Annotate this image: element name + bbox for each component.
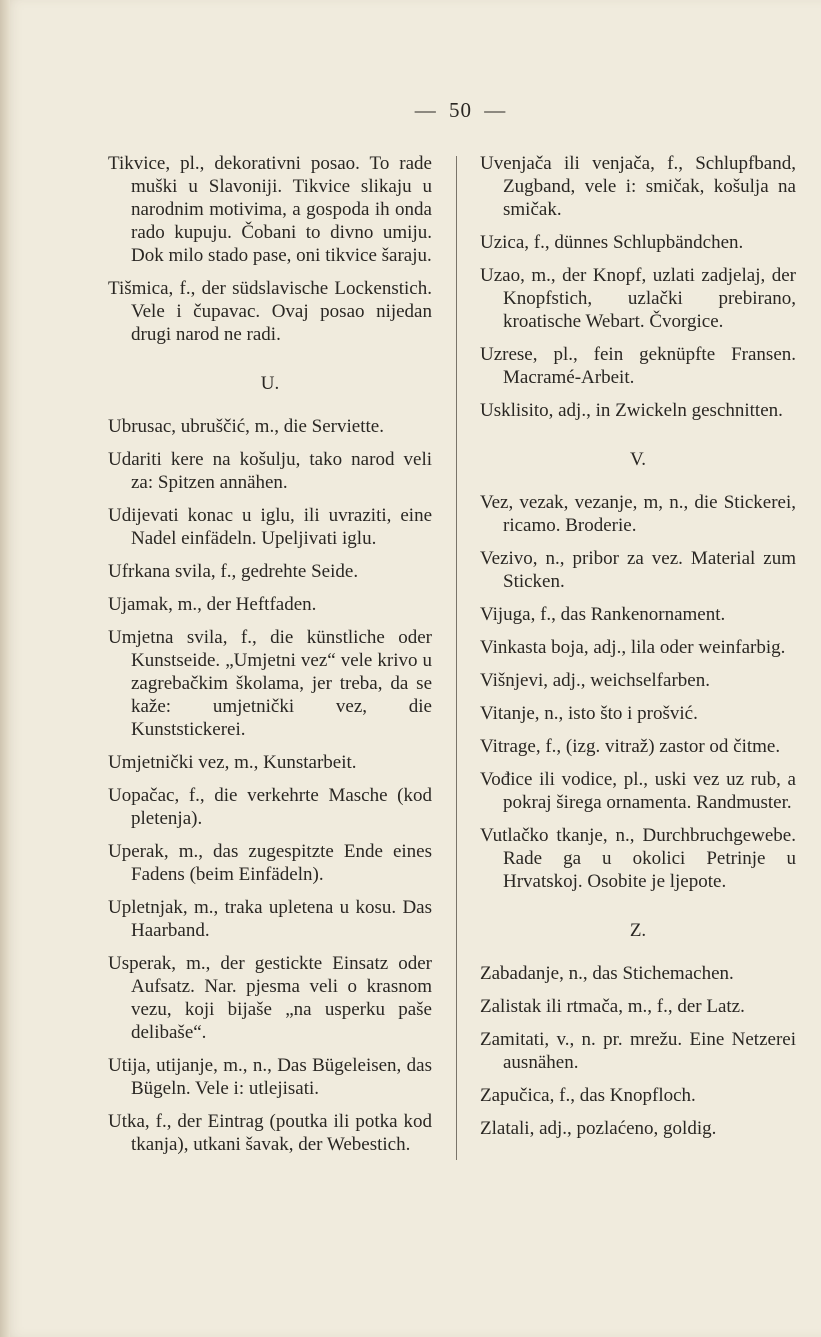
dictionary-entry: Uzao, m., der Knopf, uzlati zadjelaj, der Knopfstich, uzlački prebirano, kroatische Webart. Čvorgice.: [480, 265, 796, 332]
dictionary-entry: Zapučica, f., das Knopfloch.: [480, 1085, 696, 1106]
dictionary-entry: Udijevati konac u iglu, ili uvraziti, eine Nadel einfädeln. Upeljivati iglu.: [108, 505, 432, 549]
left-entries-t: [108, 152, 432, 346]
dictionary-entry: Zamitati, v., n. pr. mrežu. Eine Netzerei ausnähen.: [480, 1029, 796, 1073]
page-number-dash-right: —: [484, 98, 507, 122]
dictionary-entry: Umjetna svila, f., die künstliche oder Kunstseide. „Umjetni vez“ vele krivo u zagrebačkim školama, jer treba, da se kaže: umjetnički vez, die Kunststickerei.: [108, 627, 432, 740]
dictionary-entry: Tikvice, pl., dekorativni posao. To rade muški u Slavoniji. Tikvice slikaju u narodnim motivima, a gospoda ih onda rado kupuju. Čobani to divno umiju. Dok milo stado pase, oni tikvice šaraju.: [108, 153, 432, 266]
dictionary-entry: Zabadanje, n., das Stichemachen.: [480, 963, 734, 984]
dictionary-entry: Ufrkana svila, f., gedrehte Seide.: [108, 561, 359, 582]
left-entries-u: [108, 415, 432, 1156]
dictionary-entry: Tišmica, f., der südslavische Lockenstich. Vele i čupavac. Ovaj posao nijedan drugi narod ne radi.: [108, 278, 432, 345]
left-column: [108, 152, 432, 1166]
dictionary-entry: Višnjevi, adj., weichselfarben.: [480, 670, 710, 691]
dictionary-entry: Vutlačko tkanje, n., Durchbruchgewebe. Rade ga u okolici Petrinje u Hrvatskoj. Osobite je ljepote.: [480, 825, 796, 892]
dictionary-entry: Zlatali, adj., pozlaćeno, goldig.: [480, 1118, 717, 1139]
page-number-header: [0, 98, 821, 123]
column-divider: [456, 156, 457, 1160]
dictionary-entry: Uvenjača ili venjača, f., Schlupfband, Zugband, vele i: smičak, košulja na smičak.: [480, 153, 796, 220]
dictionary-entry: Utka, f., der Eintrag (poutka ili potka kod tkanja), utkani šavak, der Webestich.: [108, 1111, 432, 1155]
dictionary-entry: Ubrusac, ubruščić, m., die Serviette.: [108, 416, 384, 437]
dictionary-entry: Umjetnički vez, m., Kunstarbeit.: [108, 752, 357, 773]
dictionary-entry: Udariti kere na košulju, tako narod veli za: Spitzen annähen.: [108, 449, 432, 493]
dictionary-entry: Usklisito, adj., in Zwickeln geschnitten.: [480, 400, 783, 421]
dictionary-entry: Upletnjak, m., traka upletena u kosu. Das Haarband.: [108, 897, 432, 941]
page-number-dash-left: —: [414, 98, 437, 122]
dictionary-entry: Uzrese, pl., fein geknüpfte Fransen. Macramé-Arbeit.: [480, 344, 796, 388]
dictionary-entry: Vitrage, f., (izg. vitraž) zastor od čitme.: [480, 736, 781, 757]
dictionary-entry: Uopačac, f., die verkehrte Masche (kod pletenja).: [108, 785, 432, 829]
dictionary-entry: Uzica, f., dünnes Schlupbändchen.: [480, 232, 744, 253]
dictionary-entry: Uperak, m., das zugespitzte Ende eines Fadens (beim Einfädeln).: [108, 841, 432, 885]
page-binding-edge: [0, 0, 10, 1337]
right-entries-v: [480, 491, 796, 893]
dictionary-entry: Zalistak ili rtmača, m., f., der Latz.: [480, 996, 745, 1017]
section-letter-z: Z.: [629, 920, 647, 941]
right-entries-u: [480, 152, 796, 422]
dictionary-entry: Vezivo, n., pribor za vez. Material zum Sticken.: [480, 548, 796, 592]
right-column: [480, 152, 796, 1150]
section-letter-v: V.: [629, 449, 647, 470]
page-number: 50: [449, 98, 472, 122]
section-letter-u: U.: [260, 373, 280, 394]
dictionary-entry: Vinkasta boja, adj., lila oder weinfarbig.: [480, 637, 786, 658]
dictionary-entry: Vitanje, n., isto što i prošvić.: [480, 703, 698, 724]
dictionary-entry: Vođice ili vodice, pl., uski vez uz rub, a pokraj širega ornamenta. Randmuster.: [480, 769, 796, 813]
dictionary-entry: Ujamak, m., der Heftfaden.: [108, 594, 317, 615]
dictionary-entry: Vijuga, f., das Rankenornament.: [480, 604, 726, 625]
dictionary-entry: Usperak, m., der gestickte Einsatz oder Aufsatz. Nar. pjesma veli o krasnom vezu, koji bijaše „na usperku paše delibaše“.: [108, 953, 432, 1043]
dictionary-entry: Vez, vezak, vezanje, m, n., die Stickerei, ricamo. Broderie.: [480, 492, 796, 536]
right-entries-z: [480, 962, 796, 1140]
dictionary-entry: Utija, utijanje, m., n., Das Bügeleisen, das Bügeln. Vele i: utlejisati.: [108, 1055, 432, 1099]
